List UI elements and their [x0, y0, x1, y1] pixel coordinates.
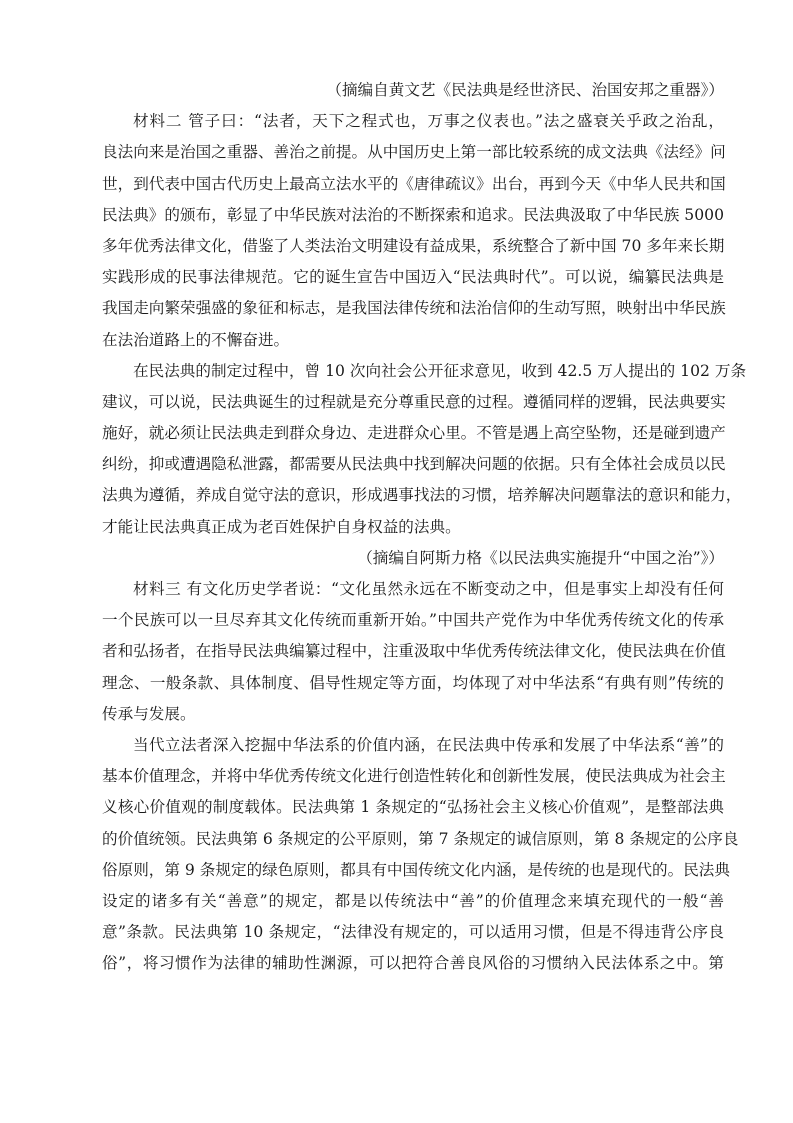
text-line: 良法向来是治国之重器、善治之前提。从中国历史上第一部比较系统的成文法典《法经》问 — [102, 143, 726, 162]
text-line: 法典为遵循，养成自觉守法的意识，形成遇事找法的习惯，培养解决问题靠法的意识和能力， — [102, 486, 742, 505]
text-line: 实践形成的民事法律规范。它的诞生宣告中国迈入“民法典时代”。可以说，编纂民法典是 — [102, 268, 724, 287]
text-line: 世，到代表中国古代历史上最高立法水平的《唐律疏议》出台，再到今天《中华人民共和国 — [102, 174, 726, 193]
text-line: 才能让民法典真正成为老百姓保护自身权益的法典。 — [102, 517, 461, 536]
text-line: 民法典》的颁布，彰显了中华民族对法治的不断探索和追求。民法典汲取了中华民族 5000 — [102, 205, 724, 224]
text-line: 在法治道路上的不懈奋进。 — [102, 330, 290, 349]
text-line: 基本价值理念，并将中华优秀传统文化进行创造性转化和创新性发展，使民法典成为社会主 — [102, 767, 726, 786]
text-line: 设定的诸多有关“善意”的规定，都是以传统法中“善”的价值理念来填充现代的一般“善 — [102, 891, 724, 910]
text-line: 的价值统领。民法典第 6 条规定的公平原则，第 7 条规定的诚信原则，第 8 条规定的公序良 — [102, 829, 739, 848]
text-line: 俗”，将习惯作为法律的辅助性渊源，可以把符合善良风俗的习惯纳入民法体系之中。第 — [102, 954, 724, 973]
text-line: 多年优秀法律文化，借鉴了人类法治文明建设有益成果，系统整合了新中国 70 多年来长期 — [102, 236, 725, 255]
text-line: 我国走向繁荣强盛的象征和标志，是我国法律传统和法治信仰的生动写照，映射出中华民族 — [102, 299, 726, 318]
document-page — [102, 75, 747, 979]
text-line: 材料三 有文化历史学者说：“文化虽然永远在不断变动之中，但是事实上却没有任何 — [133, 580, 724, 598]
source-citation: （摘编自黄文艺《民法典是经世济民、治国安邦之重器》） — [326, 81, 724, 99]
text-line: 施好，就必须让民法典走到群众身边、走进群众心里。不管是遇上高空坠物，还是碰到遗产 — [102, 424, 726, 443]
text-line: 纠纷，抑或遭遇隐私泄露，都需要从民法典中找到解决问题的依据。只有全体社会成员以民 — [102, 455, 726, 474]
text-line: 理念、一般条款、具体制度、倡导性规定等方面，均体现了对中华法系“有典有则”传统的 — [102, 673, 724, 692]
text-line: 意”条款。民法典第 10 条规定，“法律没有规定的，可以适用习惯，但是不得违背公序良 — [102, 923, 724, 942]
source-citation: （摘编自阿斯力格《以民法典实施提升“中国之治”》） — [357, 548, 724, 567]
text-line: 俗原则，第 9 条规定的绿色原则，都具有中国传统文化内涵，是传统的也是现代的。民法典 — [102, 860, 730, 879]
text-line: 当代立法者深入挖掘中华法系的价值内涵，在民法典中传承和发展了中华法系“善”的 — [133, 735, 724, 754]
text-line: 在民法典的制定过程中，曾 10 次向社会公开征求意见，收到 42.5 万人提出的 102 万条 — [133, 361, 747, 380]
text-line: 传承与发展。 — [102, 704, 196, 723]
text-line: 义核心价值观的制度载体。民法典第 1 条规定的“弘扬社会主义核心价值观”，是整部法典 — [102, 798, 724, 817]
text-line: 一个民族可以一旦尽弃其文化传统而重新开始。”中国共产党作为中华优秀传统文化的传承 — [102, 611, 724, 630]
text-line: 材料二 管子曰：“法者，天下之程式也，万事之仪表也。”法之盛衰关乎政之治乱， — [133, 112, 724, 131]
text-line: 建议，可以说，民法典诞生的过程就是充分尊重民意的过程。遵循同样的逻辑，民法典要实 — [102, 392, 726, 411]
text-line: 者和弘扬者，在指导民法典编纂过程中，注重汲取中华优秀传统法律文化，使民法典在价值 — [102, 642, 726, 661]
